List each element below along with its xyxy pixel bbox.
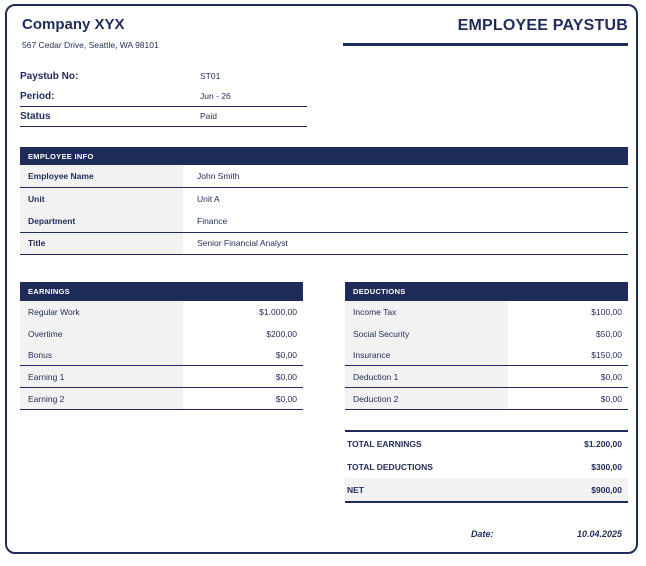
date-value: 10.04.2025 xyxy=(576,529,622,539)
title-underline xyxy=(343,43,628,46)
earnings-row xyxy=(20,301,303,323)
meta-row-period xyxy=(20,86,307,106)
row-label: Overtime xyxy=(20,323,183,345)
company-name: Company XYX xyxy=(22,16,125,33)
total-earnings-row xyxy=(345,432,628,455)
row-label: Employee Name xyxy=(20,165,183,187)
info-row-department xyxy=(20,210,628,233)
deductions-table xyxy=(345,282,628,410)
total-label: NET xyxy=(347,484,364,495)
info-row-title xyxy=(20,233,628,256)
row-amount: $150,00 xyxy=(591,349,622,360)
earnings-row xyxy=(20,388,303,410)
row-amount: $1.000,00 xyxy=(259,306,297,317)
meta-label: Paystub No: xyxy=(20,70,79,82)
deductions-header: DEDUCTIONS xyxy=(345,282,628,301)
meta-row-paystub-no xyxy=(20,66,307,86)
earnings-row xyxy=(20,323,303,345)
earnings-row xyxy=(20,345,303,367)
row-amount: $100,00 xyxy=(591,306,622,317)
total-amount: $900,00 xyxy=(591,484,622,495)
row-label: Department xyxy=(20,210,183,232)
row-amount: $0,00 xyxy=(600,371,622,382)
row-label: Bonus xyxy=(20,345,183,366)
earnings-row xyxy=(20,366,303,388)
meta-label: Status xyxy=(20,110,51,122)
row-amount: $0,00 xyxy=(275,349,297,360)
document-title: EMPLOYEE PAYSTUB xyxy=(457,17,628,34)
row-label: Income Tax xyxy=(345,301,508,323)
row-value: Senior Financial Analyst xyxy=(197,238,288,249)
row-amount: $200,00 xyxy=(266,328,297,339)
row-amount: $50,00 xyxy=(596,328,622,339)
info-row-unit xyxy=(20,188,628,211)
row-label: Deduction 1 xyxy=(345,366,508,387)
paystub-meta xyxy=(20,66,307,127)
date-row xyxy=(345,524,628,544)
deductions-row xyxy=(345,323,628,345)
employee-info-section xyxy=(20,147,628,255)
row-amount: $0,00 xyxy=(275,393,297,404)
deductions-row xyxy=(345,301,628,323)
net-row xyxy=(345,478,628,501)
company-address: 567 Cedar Drive, Seattle, WA 98101 xyxy=(22,40,159,50)
row-amount: $0,00 xyxy=(275,371,297,382)
meta-value: Jun - 26 xyxy=(200,91,231,102)
deductions-row xyxy=(345,366,628,388)
row-amount: $0,00 xyxy=(600,393,622,404)
date-label: Date: xyxy=(471,529,494,539)
row-value: Finance xyxy=(197,215,228,226)
earnings-table xyxy=(20,282,303,410)
row-value: Unit A xyxy=(197,193,220,204)
total-amount: $300,00 xyxy=(591,461,622,472)
row-label: Insurance xyxy=(345,345,508,366)
totals-section xyxy=(345,430,628,503)
earnings-header: EARNINGS xyxy=(20,282,303,301)
row-value: John Smith xyxy=(197,170,240,181)
deductions-row xyxy=(345,345,628,367)
row-label: Regular Work xyxy=(20,301,183,323)
total-label: TOTAL EARNINGS xyxy=(347,438,422,449)
meta-row-status xyxy=(20,107,307,127)
row-label: Deduction 2 xyxy=(345,388,508,409)
row-label: Social Security xyxy=(345,323,508,345)
total-amount: $1.200,00 xyxy=(584,438,622,449)
total-deductions-row xyxy=(345,455,628,478)
meta-value: ST01 xyxy=(200,71,221,82)
status-value: Paid xyxy=(200,111,218,122)
row-label: Title xyxy=(20,233,183,255)
info-row-employee-name xyxy=(20,165,628,188)
meta-label: Period: xyxy=(20,90,55,102)
row-label: Unit xyxy=(20,188,183,211)
employee-info-header: EMPLOYEE INFO xyxy=(20,147,628,165)
row-label: Earning 2 xyxy=(20,388,183,409)
row-label: Earning 1 xyxy=(20,366,183,387)
total-label: TOTAL DEDUCTIONS xyxy=(347,461,433,472)
deductions-row xyxy=(345,388,628,410)
